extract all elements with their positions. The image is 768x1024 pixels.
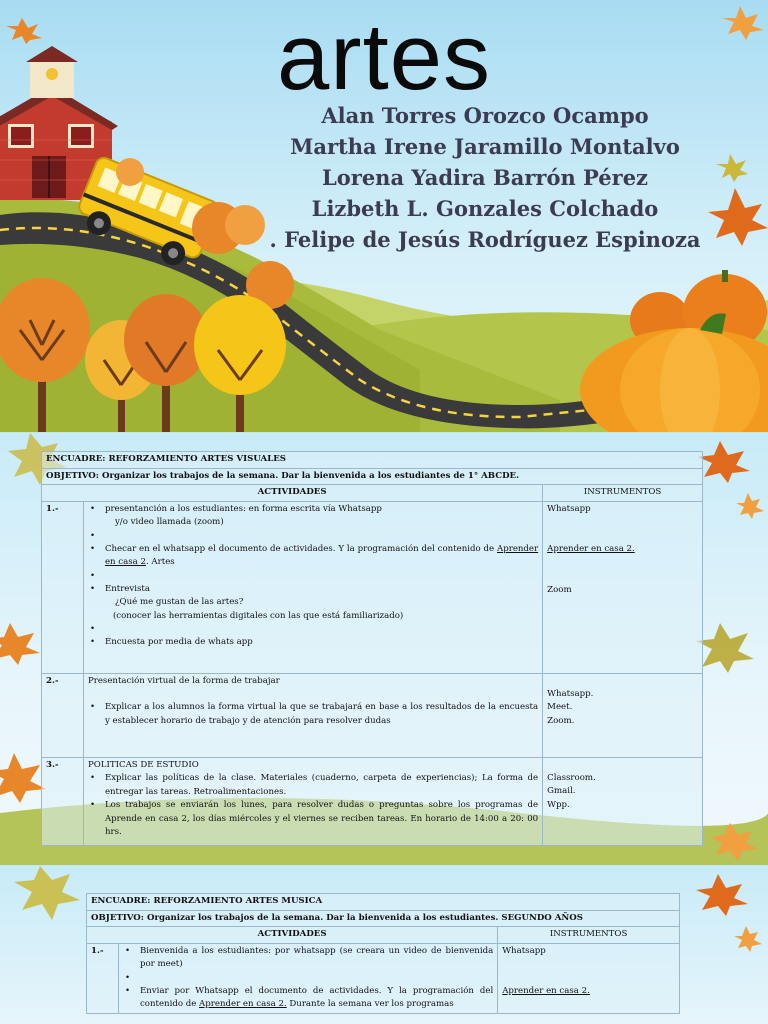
objetivo-label: OBJETIVO: xyxy=(91,912,144,923)
bullet-subtext: (conocer las herramientas digitales con las que está familiarizado) xyxy=(112,610,404,621)
plan-slide-artes-musica xyxy=(0,866,768,1024)
objetivo-text: Organizar los trabajos de la semana. Dar la bienvenida a los estudiantes de 1° ABCDE. xyxy=(98,470,520,481)
activity-cell xyxy=(118,943,497,1013)
bullet-subtext: ¿Qué me gustan de las artes? xyxy=(114,597,244,607)
author-name: Lizbeth L. Gonzales Colchado xyxy=(311,196,659,221)
bullet-subtext: y/o video llamada (zoom) xyxy=(114,517,224,527)
row-intro: Presentación virtual de la forma de trabajar xyxy=(87,675,280,686)
bullet-text: Encuesta por media de whats app xyxy=(104,637,253,647)
instrument-item[interactable]: Aprender en casa 2. xyxy=(502,986,590,996)
plan-slide-artes-visuales xyxy=(0,433,768,865)
list-item xyxy=(105,636,538,650)
list-item xyxy=(140,945,493,972)
table-row xyxy=(42,501,703,673)
list-item xyxy=(105,543,538,570)
instrument-item: Classroom. xyxy=(547,772,596,783)
column-header-actividades: ACTIVIDADES xyxy=(87,927,498,944)
instruments-cell xyxy=(543,757,703,845)
author-name: Lorena Yadira Barrón Pérez xyxy=(321,165,648,190)
list-item xyxy=(105,772,538,799)
spacer xyxy=(105,530,538,543)
encuadre-header: ENCUADRE: REFORZAMIENTO ARTES MUSICA xyxy=(87,894,680,911)
instrument-item: Wpp. xyxy=(547,799,570,810)
encuadre-header: ENCUADRE: REFORZAMIENTO ARTES VISUALES xyxy=(42,452,703,469)
column-header-instrumentos: INSTRUMENTOS xyxy=(543,485,703,502)
objetivo-label: OBJETIVO: xyxy=(46,470,99,481)
row-number: 2.- xyxy=(42,673,84,757)
row-intro: POLITICAS DE ESTUDIO xyxy=(87,759,199,770)
instrument-item[interactable]: Aprender en casa 2. xyxy=(547,544,635,554)
activity-cell xyxy=(83,757,542,845)
objetivo-row xyxy=(42,468,703,485)
instruments-cell xyxy=(543,673,703,757)
aprender-en-casa-link[interactable]: Aprender en casa 2 xyxy=(104,543,539,567)
title-slide xyxy=(0,0,768,432)
list-item xyxy=(140,985,493,1012)
instrument-item: Zoom xyxy=(547,584,572,595)
aprender-en-casa-link[interactable]: Aprender en casa 2. xyxy=(199,999,287,1009)
row-number: 1.- xyxy=(42,501,84,673)
instrument-item: Whatsapp. xyxy=(547,688,594,699)
bullet-text: . Artes xyxy=(145,557,175,567)
row-number: 3.- xyxy=(42,757,84,845)
bullet-text: presentanción a los estudiantes: en forma escrita vía Whatsapp xyxy=(104,503,382,514)
column-header-instrumentos: INSTRUMENTOS xyxy=(498,927,680,944)
bullet-text: Entrevista xyxy=(104,583,150,594)
instruments-cell xyxy=(543,501,703,673)
objetivo-text: Organizar los trabajos de la semana. Dar la bienvenida a los estudiantes. SEGUNDO AÑOS xyxy=(143,912,583,923)
instrument-item: Meet. xyxy=(547,702,573,712)
spacer xyxy=(140,972,493,985)
table-row xyxy=(42,673,703,757)
instrument-item: Whatsapp xyxy=(547,503,591,514)
bullet-text: Los trabajos se enviarán los lunes, para resolver dudas o preguntas sobre los programas de Aprende en casa 2, los días miércoles y el viernes se reciben tareas. En horario de 14:00 a 20: 00 hrs. xyxy=(104,800,539,837)
list-item xyxy=(105,503,538,530)
spacer xyxy=(105,570,538,583)
bullet-text: Durante la semana ver los programas xyxy=(286,999,454,1009)
presentation-title: artes xyxy=(277,4,491,109)
activities-table xyxy=(41,451,703,846)
instrument-item: Whatsapp xyxy=(502,945,546,956)
list-item xyxy=(105,799,538,840)
bullet-text: Enviar por Whatsapp el documento de actividades. Y la programación del contenido de xyxy=(139,985,494,1009)
author-name: Alan Torres Orozco Ocampo xyxy=(321,103,649,128)
row-number: 1.- xyxy=(87,943,119,1013)
objetivo-row xyxy=(87,910,680,927)
list-item xyxy=(105,701,538,728)
table-row xyxy=(87,943,680,1013)
instruments-cell xyxy=(498,943,680,1013)
bullet-text: Bienvenida a los estudiantes: por whatsapp (se creara un video de bienvenida por meet) xyxy=(139,945,494,969)
author-name: . Felipe de Jesús Rodríguez Espinoza xyxy=(269,227,701,252)
column-header-actividades: ACTIVIDADES xyxy=(42,485,543,502)
activity-cell xyxy=(83,673,542,757)
bullet-text: Explicar a los alumnos la forma virtual la que se trabajará en base a los resultados de la encuesta y establecer horario de trabajo y de atención para resolver dudas xyxy=(104,702,539,726)
list-item xyxy=(105,583,538,624)
author-name: Martha Irene Jaramillo Montalvo xyxy=(290,134,680,159)
author-list xyxy=(265,100,705,255)
table-row xyxy=(42,757,703,845)
spacer xyxy=(105,623,538,636)
bullet-text: Explicar las políticas de la clase. Materiales (cuaderno, carpeta de experiencias); La forma de entregar las tareas. Retroalimentaciones. xyxy=(104,773,539,797)
bullet-text: Checar en el whatsapp el documento de actividades. Y la programación del contenido de xyxy=(104,543,497,554)
activity-cell xyxy=(83,501,542,673)
instrument-item: Zoom. xyxy=(547,715,575,726)
activities-table xyxy=(86,893,680,1014)
instrument-item: Gmail. xyxy=(547,786,576,796)
pumpkin-icon xyxy=(580,270,768,432)
